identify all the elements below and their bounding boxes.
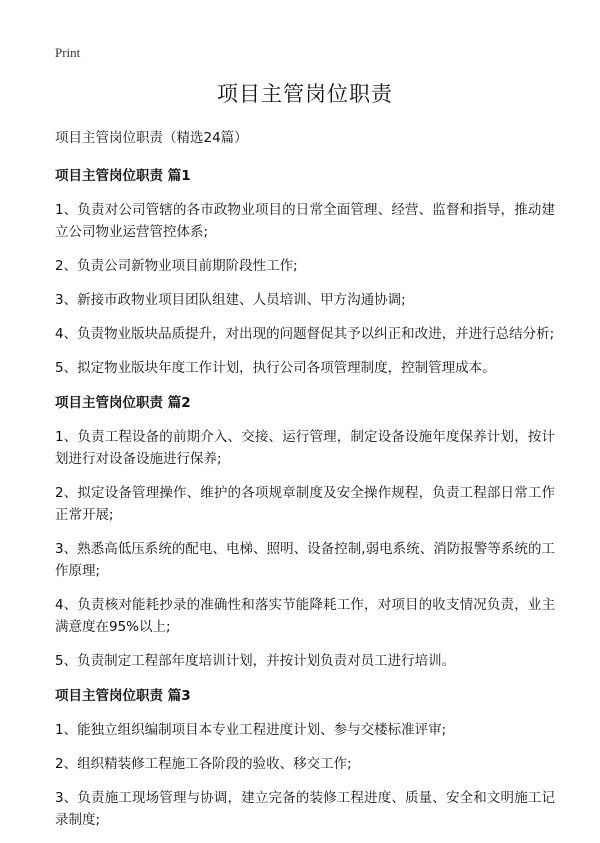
list-item: 2、组织精装修工程施工各阶段的验收、移交工作; bbox=[55, 756, 352, 772]
list-item: 1、负责对公司管辖的各市政物业项目的日常全面管理、经营、监督和指导，推动建立公司物业运营管控体系; bbox=[55, 202, 555, 240]
list-item: 3、熟悉高低压系统的配电、电梯、照明、设备控制,弱电系统、消防报警等系统的工作原理; bbox=[55, 541, 555, 579]
list-item: 5、负责制定工程部年度培训计划，并按计划负责对员工进行培训。 bbox=[55, 653, 456, 669]
list-item: 5、拟定物业版块年度工作计划，执行公司各项管理制度，控制管理成本。 bbox=[55, 360, 496, 376]
list-item: 3、新接市政物业项目团队组建、人员培训、甲方沟通协调; bbox=[55, 292, 406, 308]
list-item: 1、负责工程设备的前期介入、交接、运行管理，制定设备设施年度保养计划，按计划进行对设备设施进行保养; bbox=[55, 429, 555, 467]
print-link[interactable]: Print bbox=[55, 45, 81, 60]
list-item: 1、能独立组织编制项目本专业工程进度计划、参与交楼标准评审; bbox=[55, 722, 447, 738]
list-item: 4、负责核对能耗抄录的准确性和落实节能降耗工作，对项目的收支情况负责，业主满意度在95%以上; bbox=[55, 597, 555, 635]
section-heading: 项目主管岗位职责 篇1 bbox=[55, 168, 191, 184]
list-item: 2、负责公司新物业项目前期阶段性工作; bbox=[55, 258, 298, 274]
section-heading: 项目主管岗位职责 篇3 bbox=[55, 688, 191, 704]
document-body bbox=[55, 78, 555, 843]
section-3 bbox=[55, 684, 555, 831]
section-1 bbox=[55, 164, 555, 379]
section-heading: 项目主管岗位职责 篇2 bbox=[55, 395, 191, 411]
document-subtitle: 项目主管岗位职责（精选24篇） bbox=[55, 130, 248, 146]
list-item: 3、负责施工现场管理与协调，建立完备的装修工程进度、质量、安全和文明施工记录制度; bbox=[55, 790, 555, 828]
list-item: 2、拟定设备管理操作、维护的各项规章制度及安全操作规程，负责工程部日常工作正常开展; bbox=[55, 485, 555, 523]
list-item: 4、负责物业版块品质提升，对出现的问题督促其予以纠正和改进，并进行总结分析; bbox=[55, 326, 555, 342]
section-2 bbox=[55, 391, 555, 672]
page-title: 项目主管岗位职责 bbox=[217, 82, 393, 106]
